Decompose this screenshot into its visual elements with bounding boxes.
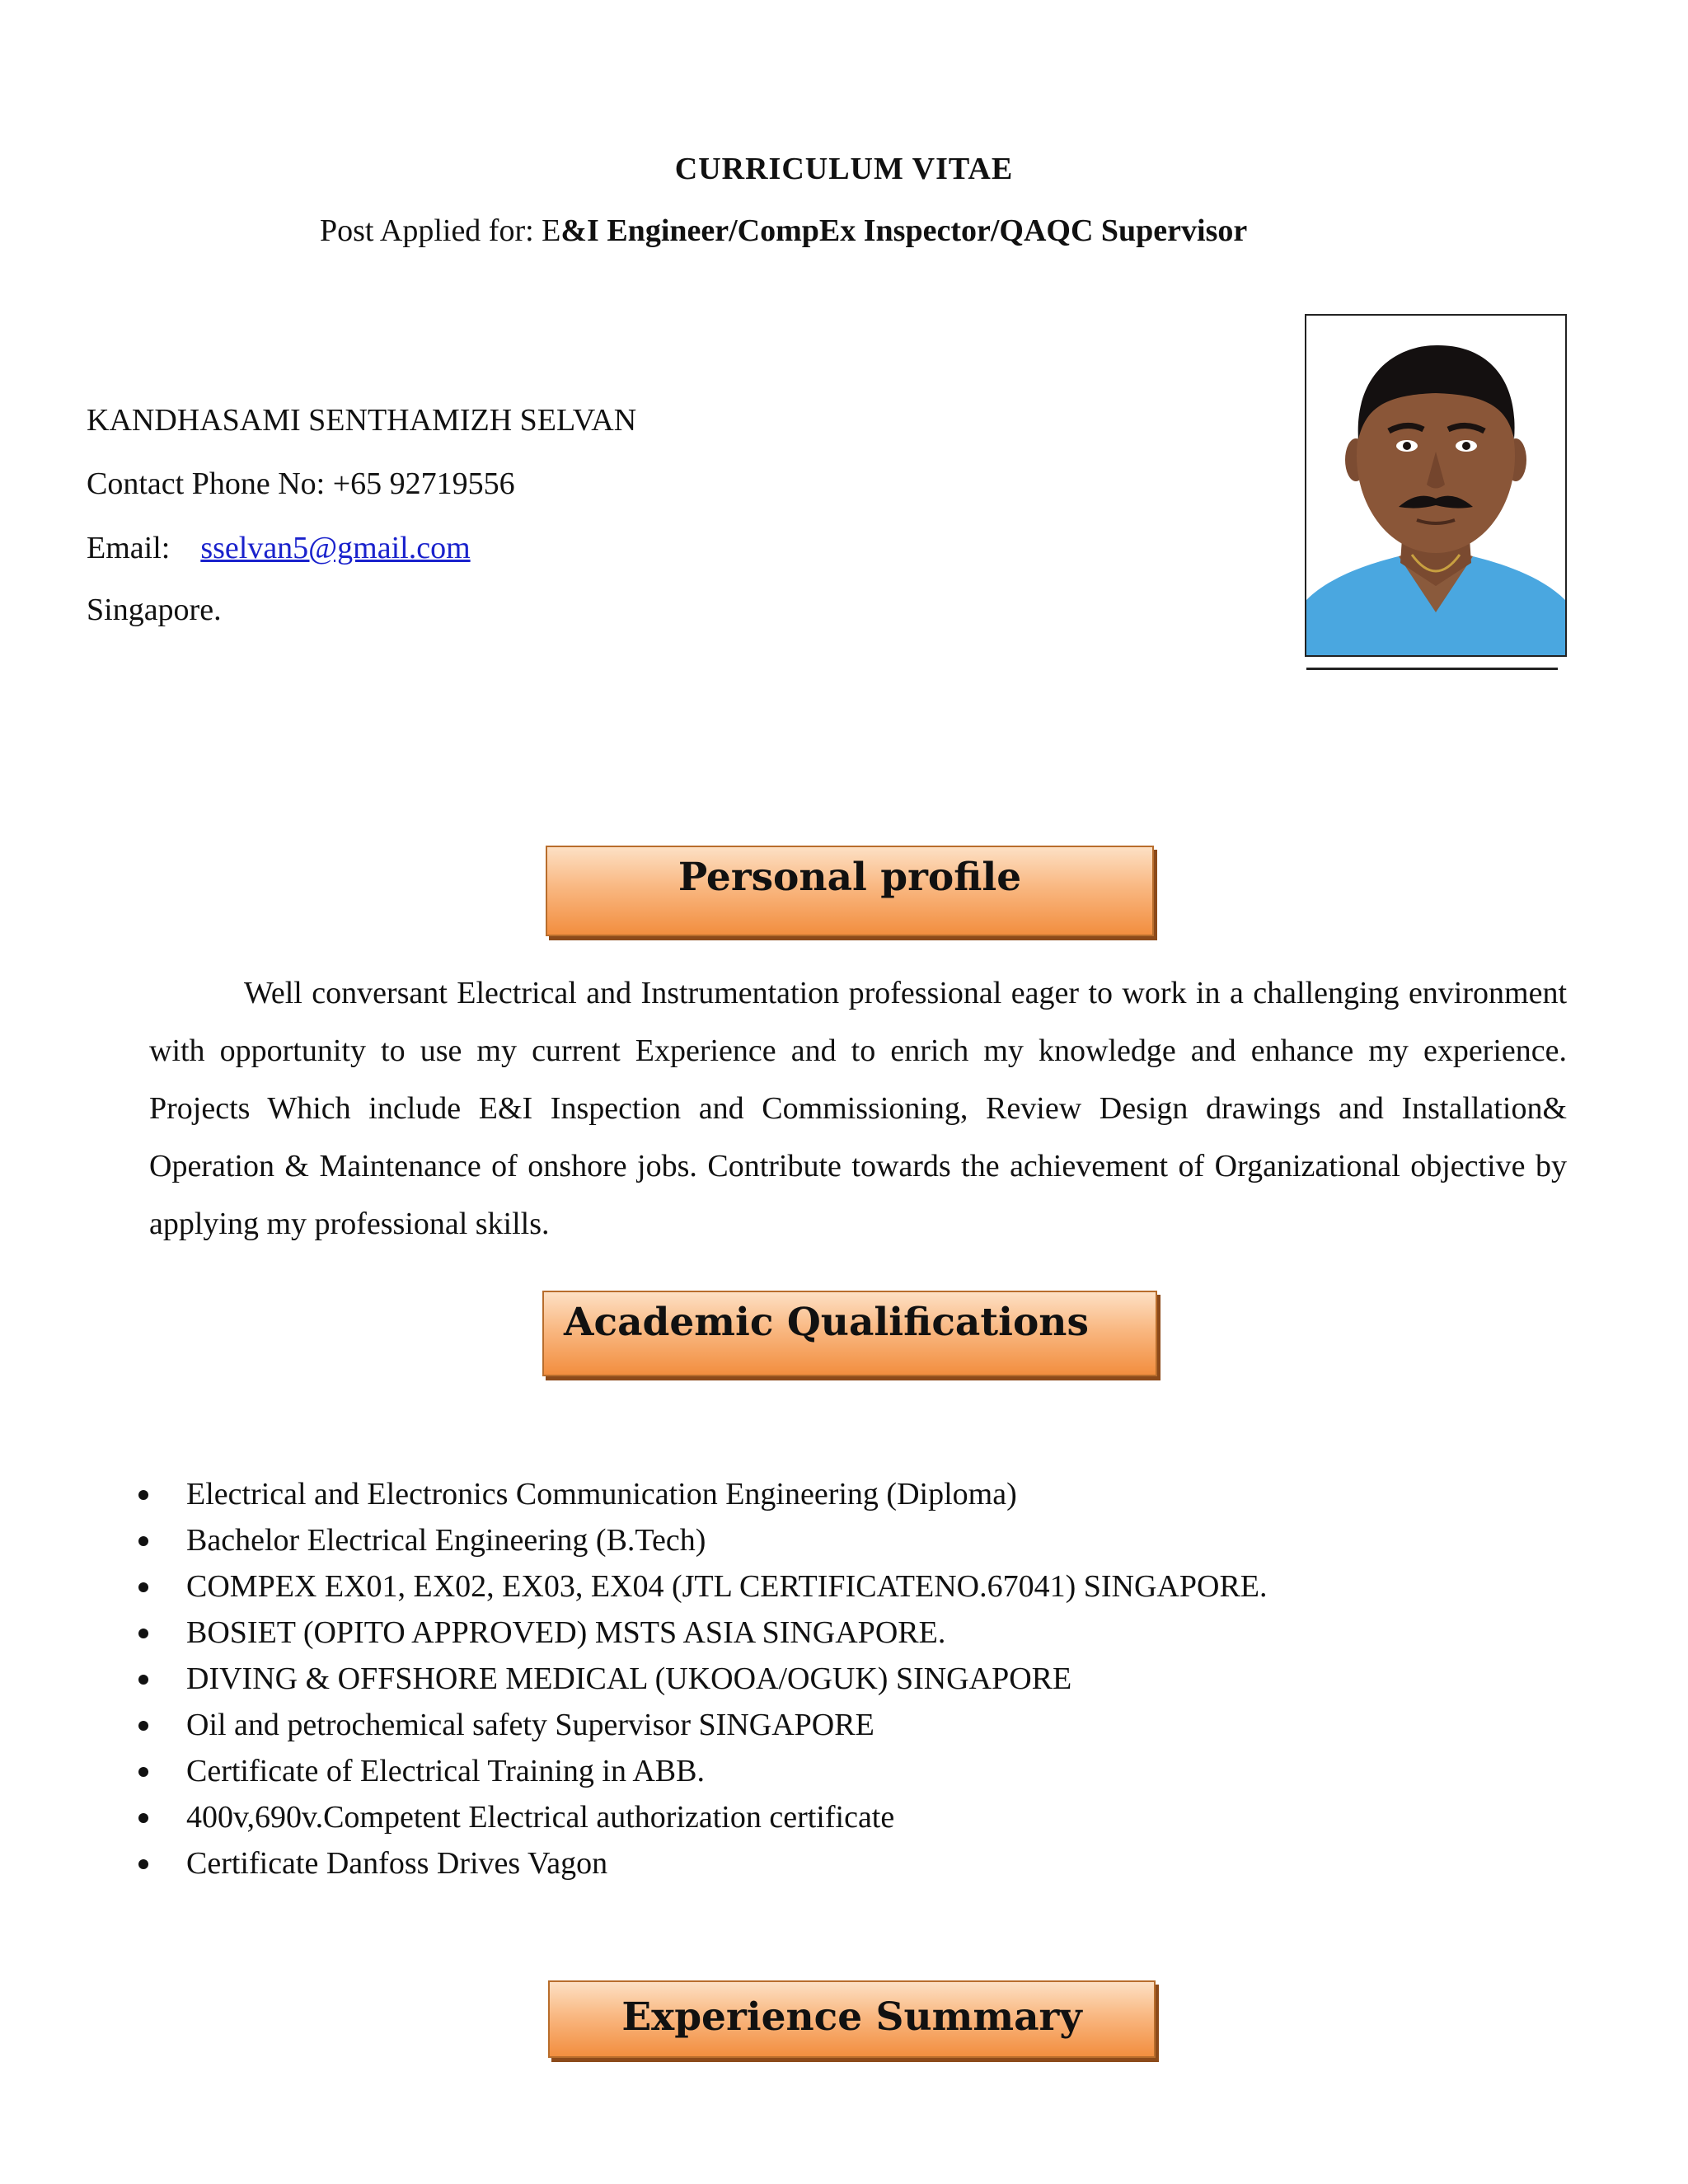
list-item: Oil and petrochemical safety Supervisor SINGAPORE — [132, 1702, 1268, 1748]
email-link[interactable]: sselvan5@gmail.com — [200, 531, 471, 565]
profile-text: Well conversant Electrical and Instrumentation professional eager to work in a challenging environment with opportunity to use my current Experience and to enrich my knowledge and enhance my experience. Projects Which include E&I Inspection and Commissioning, Review Design drawings and Installation& Operation & Maintenance of onshore jobs. Contribute towards the achievement of Organizational objective by applying my professional skills. — [149, 976, 1567, 1241]
photo-underline — [1306, 668, 1558, 670]
bullet-icon — [138, 1721, 148, 1731]
bullet-icon — [138, 1629, 148, 1638]
section-header-academic-qualifications — [542, 1291, 1157, 1376]
contact-email-line — [87, 530, 471, 566]
cv-title: CURRICULUM VITAE — [674, 152, 1014, 186]
portrait-image — [1306, 316, 1565, 655]
list-item: BOSIET (OPITO APPROVED) MSTS ASIA SINGAPORE. — [132, 1610, 1268, 1656]
bullet-icon — [138, 1582, 148, 1592]
email-label: Email: — [87, 531, 171, 565]
bullet-icon — [138, 1813, 148, 1823]
list-item: Certificate of Electrical Training in ABB. — [132, 1748, 1268, 1794]
list-item: Bachelor Electrical Engineering (B.Tech) — [132, 1517, 1268, 1563]
list-item: COMPEX EX01, EX02, EX03, EX04 (JTL CERTIFICATENO.67041) SINGAPORE. — [132, 1563, 1268, 1610]
bullet-icon — [138, 1675, 148, 1685]
post-applied-line — [320, 213, 1247, 249]
post-applied-prefix: Post Applied for: E — [320, 213, 561, 248]
bullet-icon — [138, 1767, 148, 1777]
contact-location: Singapore. — [87, 593, 222, 627]
section-header-personal-profile — [546, 846, 1154, 936]
bullet-icon — [138, 1490, 148, 1500]
candidate-name: KANDHASAMI SENTHAMIZH SELVAN — [87, 403, 637, 438]
personal-profile-title: Personal profile — [678, 855, 1022, 900]
qualifications-list — [132, 1471, 1268, 1886]
bullet-icon — [138, 1859, 148, 1869]
post-applied-roles: &I Engineer/CompEx Inspector/QAQC Supervisor — [560, 213, 1248, 248]
academic-qualifications-title: Academic Qualifications — [564, 1300, 1089, 1345]
section-header-experience-summary — [548, 1980, 1156, 2058]
bullet-icon — [138, 1536, 148, 1546]
list-item: Certificate Danfoss Drives Vagon — [132, 1840, 1268, 1886]
list-item: Electrical and Electronics Communication Engineering (Diploma) — [132, 1471, 1268, 1517]
list-item: DIVING & OFFSHORE MEDICAL (UKOOA/OGUK) SINGAPORE — [132, 1656, 1268, 1702]
contact-phone: Contact Phone No: +65 92719556 — [87, 466, 515, 501]
profile-photo — [1305, 314, 1567, 657]
list-item: 400v,690v.Competent Electrical authorization certificate — [132, 1794, 1268, 1840]
experience-summary-title: Experience Summary — [621, 1994, 1082, 2040]
profile-paragraph — [149, 964, 1567, 1253]
